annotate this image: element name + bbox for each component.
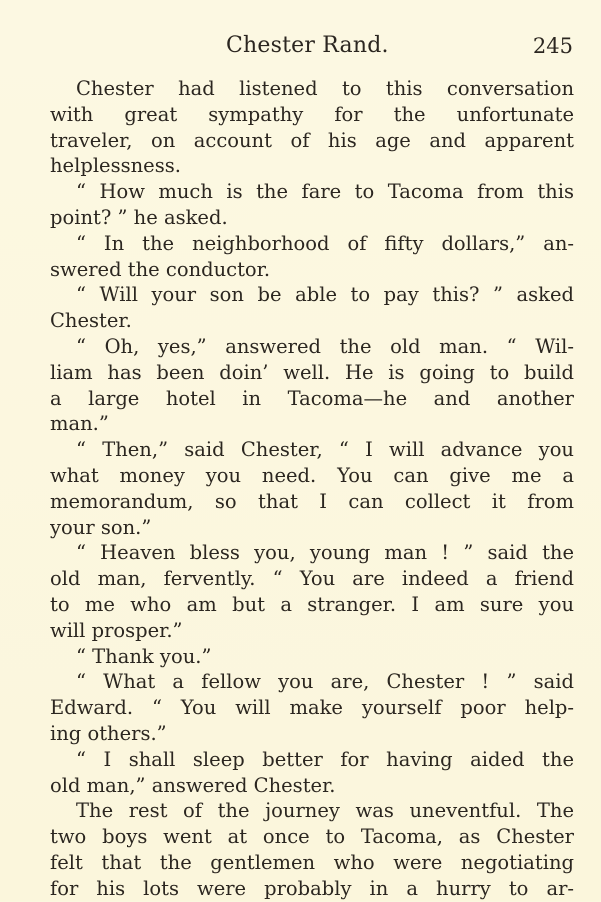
text-line: “ I shall sleep better for having aided the	[76, 747, 574, 771]
text-line: memorandum, so that I can collect it from	[50, 489, 574, 513]
text-line: The rest of the journey was uneventful. The	[76, 799, 574, 823]
text-line: “ Thank you.”	[76, 644, 212, 668]
page-number: 245	[532, 34, 573, 58]
text-line: Edward. “ You will make yourself poor help-	[50, 696, 574, 720]
text-line: ing others.”	[50, 721, 167, 745]
text-line: a large hotel in Tacoma—he and another	[50, 386, 574, 410]
text-line: helplessness.	[50, 154, 181, 178]
text-line: old man,” answered Chester.	[50, 773, 336, 797]
text-line: “ Then,” said Chester, “ I will advance you	[76, 438, 574, 462]
text-line: “ In the neighborhood of fifty dollars,” an-	[76, 231, 574, 255]
text-line: point? ” he asked.	[50, 205, 228, 229]
body-text	[50, 76, 574, 902]
text-line: to me who am but a stranger. I am sure you	[50, 592, 574, 616]
running-title: Chester Rand.	[226, 33, 389, 58]
text-line: with great sympathy for the unfortunate	[50, 102, 574, 126]
text-line: “ Will your son be able to pay this? ” asked	[76, 283, 574, 307]
text-line: Chester had listened to this conversation	[76, 77, 574, 100]
text-line: Chester.	[50, 309, 132, 333]
text-line: traveler, on account of his age and apparent	[50, 128, 574, 152]
text-line: your son.”	[50, 515, 152, 539]
text-line: for his lots were probably in a hurry to ar-	[50, 876, 574, 900]
running-head	[0, 30, 601, 62]
text-line: will prosper.”	[50, 618, 183, 642]
text-line: swered the conductor.	[50, 257, 271, 281]
text-line: felt that the gentlemen who were negotiating	[50, 850, 574, 874]
text-line: “ What a fellow you are, Chester ! ” said	[76, 670, 574, 694]
text-line: what money you need. You can give me a	[50, 463, 574, 487]
text-line: old man, fervently. “ You are indeed a friend	[50, 567, 574, 591]
text-line: “ How much is the fare to Tacoma from this	[76, 180, 574, 204]
text-line: man.”	[50, 412, 109, 436]
text-line: “ Heaven bless you, young man ! ” said the	[76, 541, 574, 565]
text-line: “ Oh, yes,” answered the old man. “ Wil-	[76, 334, 574, 358]
text-line: liam has been doin’ well. He is going to build	[50, 360, 574, 384]
text-line: two boys went at once to Tacoma, as Chester	[50, 825, 574, 849]
